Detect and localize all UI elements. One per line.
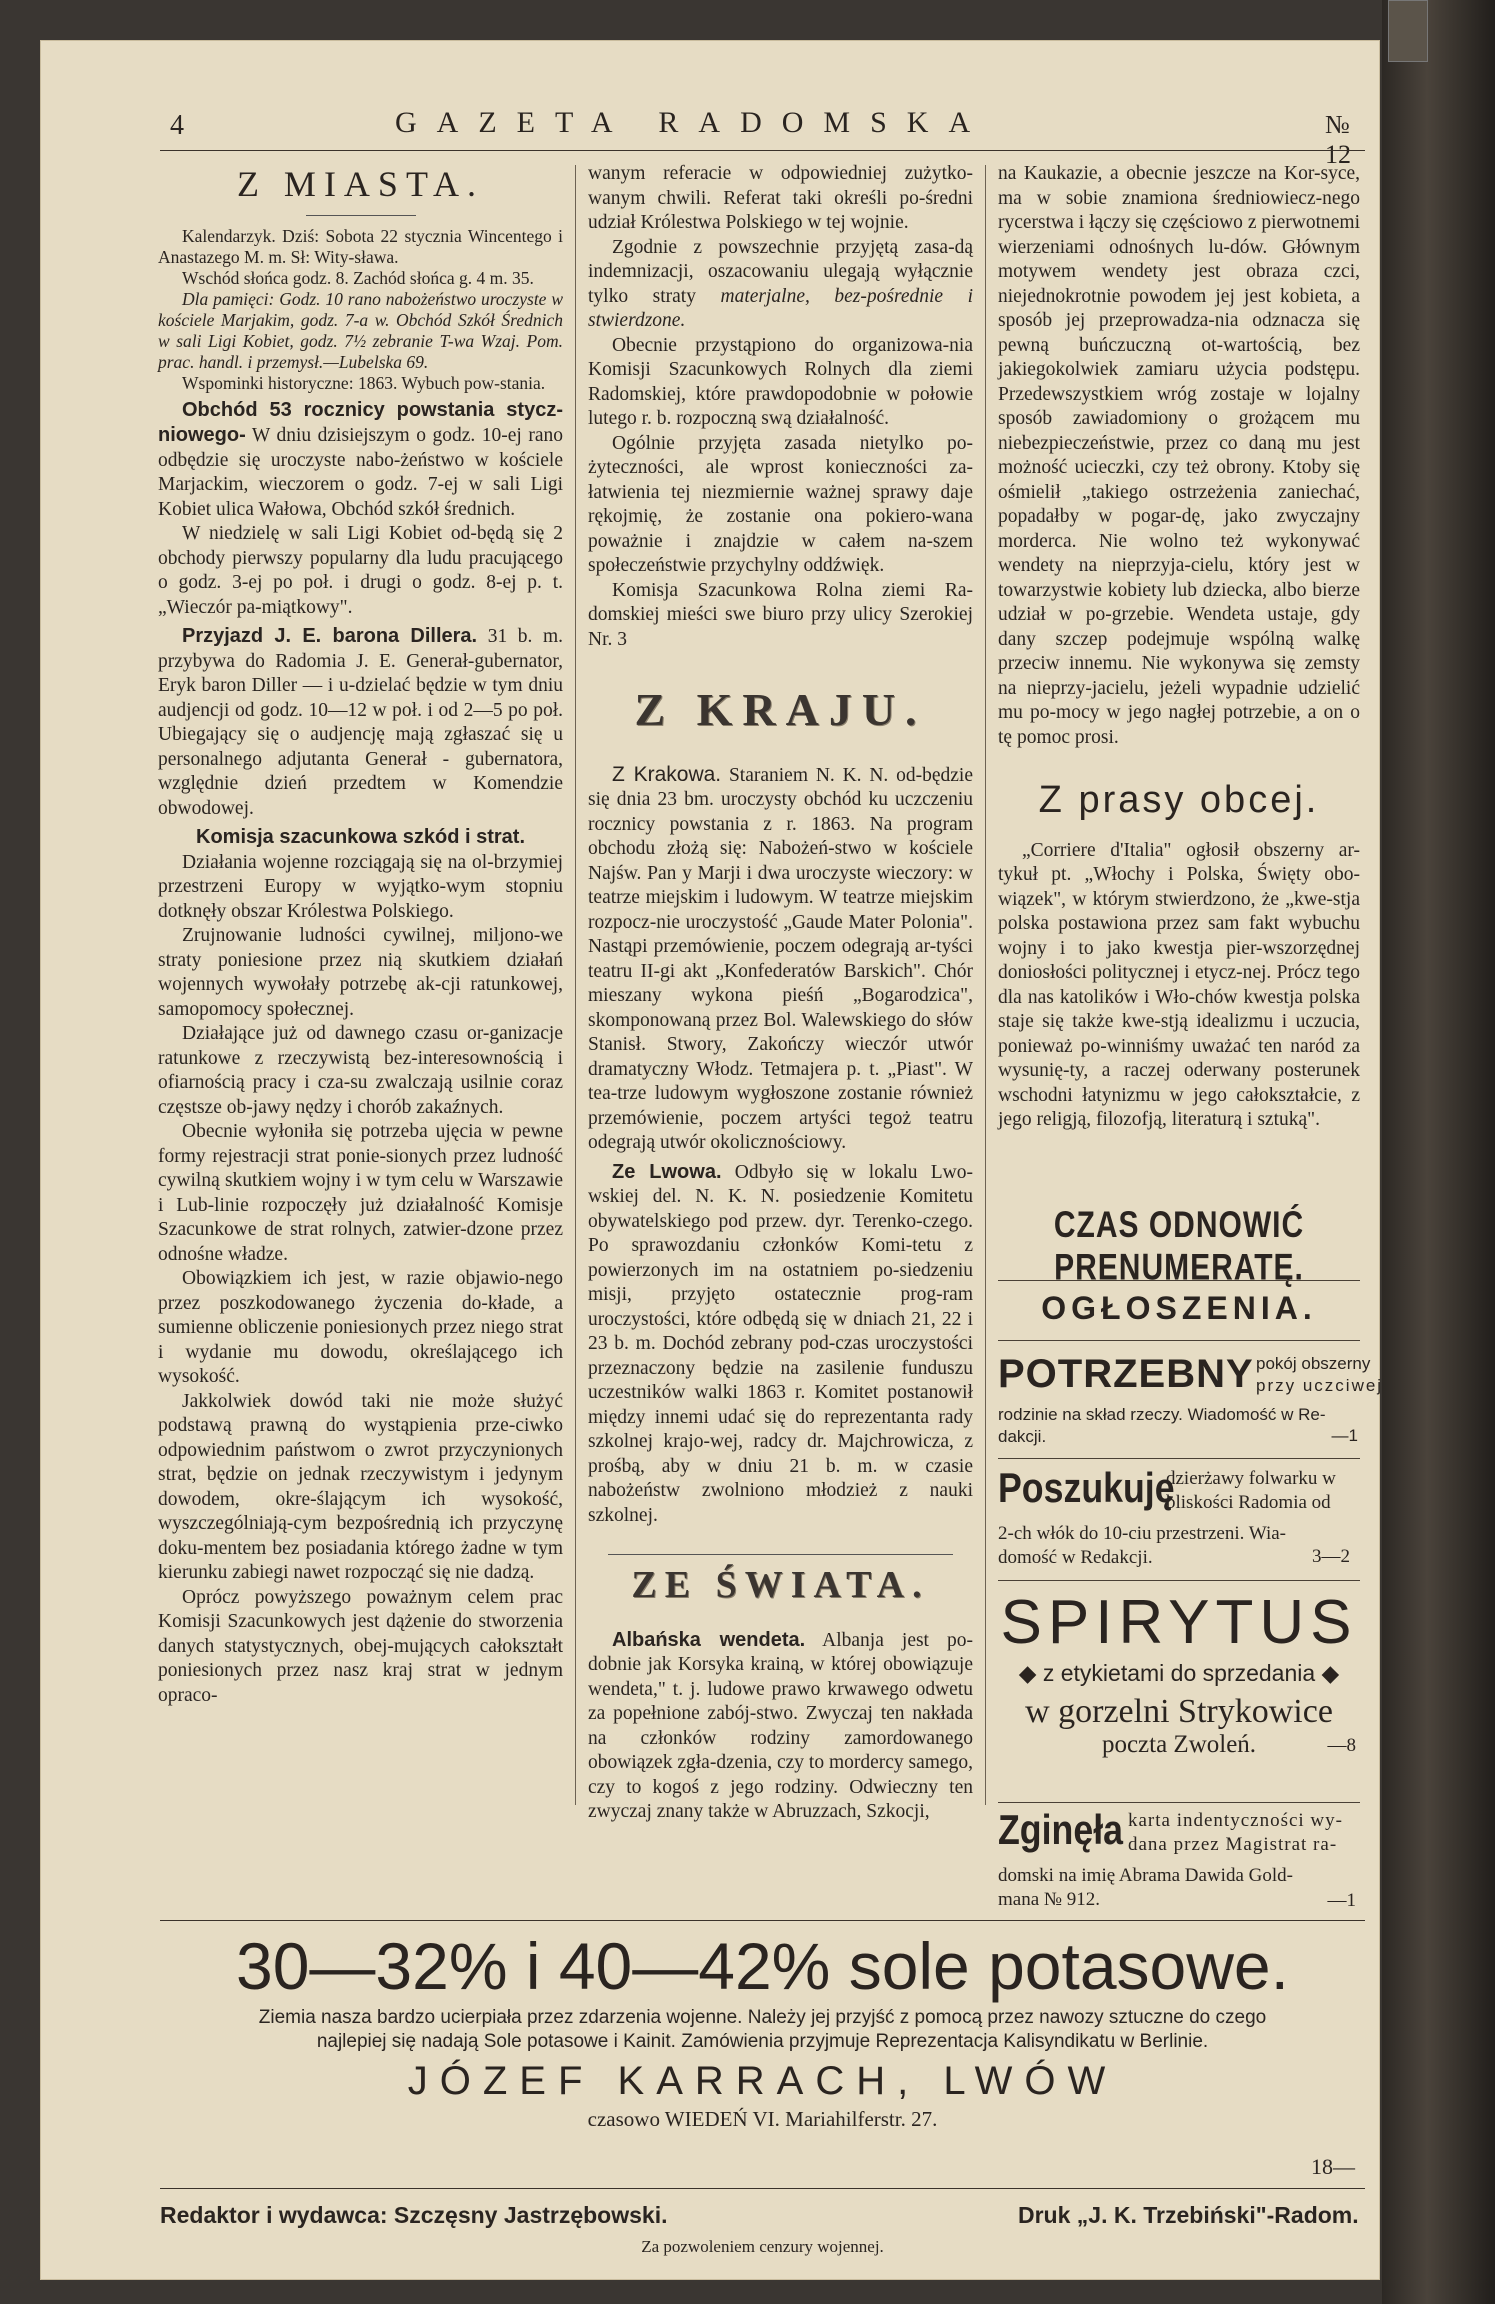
article-text: na Kaukazie, a obecnie jeszcze na Kor-syce, ma w sobie znamiona średniowiecz-nego rycerstwa i łączy się częściowo z pierwotnemi wierzeniami odnośnych lu-dów. Głównym motywem wendety jest obraza czci, niejednokrotnie powodem jej jest kobieta, a sposób jej przeprowadza-nia odznacza się pewną buńczuczną ot-wartością, bez jakiegokolwiek zamiaru użycia podstępu. Przedewszystkiem wróg zostaje w lojalny sposób zawiadomiony o grożącem mu niebezpieczeństwie, przez co daną mu jest możność ucieczki, czy też obrony. Ktoby się ośmielił „takiego ostrzeżenia zaniechać, popadałby w pogar-dę, jako zwyczajny morderca. Nie wolno też wykonywać wendety na nieprzyja-cielu, który jest w towarzystwie kobiety lub dziecka, albo bierze udział w po-grzebie. Wendeta ustaje, gdy dany szczep podejmuje wspólną walkę przeciw innemu. Nie wykonywa się zemsty na nieprzy-jacielu, jeżeli wypadnie udzielić mu po-mocy w jego nagłej potrzebie, a on o tę pomoc prosi. — [998, 163, 1360, 748]
article-heading: Ze Lwowa. — [612, 1160, 722, 1183]
article-text: Staraniem N. K. N. od-będzie się dnia 23 bm. uroczysty obchód ku uczczeniu rocznicy powstania z r. 1863. Na program obchodu złożą się: Nabożeń-stwo w kościele Najśw. Pan y Marji i dwa uroczyste wieczory: w teatrze miejskim i ludowym. W teatrze miejskim rozpocz-nie uroczystość „Gaude Mater Polonia". Nastąpi przemówienie, poczem odegrają ar-tyści teatru II-gi akt „Konfederatów Barskich". Chór mieszany wykona pieśń „Bogarodzica", skomponowaną przez Bol. Walewskiego do słów Stanisł. Stwory, Zakończy wieczór utwór dramatyczny Włodz. Tetmajera p. t. „Piast". W tea-trze ludowym wygłoszone zostanie również przemówienie, poczem artyści tegoż teatru odegrają utwór okolicznościowy. — [588, 764, 973, 1153]
calendar-line: Dla pamięci: Godz. 10 rano nabożeństwo uroczyste w kościele Marjakim, godz. 7-a w. Obchód Szkół Średnich w sali Ligi Kobiet, godz. 7½ zebranie T-wa Wzaj. Pom. prac. handl. i przemysł.—Lubelska 69. — [158, 288, 563, 372]
bottom-ad-rule — [160, 1920, 1365, 1921]
ad-line: najlepiej się nadają Sole potasowe i Kainit. Zamówienia przyjmuje Reprezentacja Kalisyndikatu w Berlinie. — [316, 2031, 1209, 2052]
ad-potrzebny — [998, 1352, 1384, 1448]
section-title-z-kraju: Z KRAJU. — [634, 684, 927, 735]
article-text-emphasis: materjalne, bez-pośrednie i stwierdzone. — [588, 285, 973, 331]
title-rule — [306, 215, 416, 216]
ad-separator — [998, 1458, 1360, 1459]
article-text: Albanja jest po-dobnie jak Korsyka krainą, w której obowiązuje wendeta," t. j. ludowe prawo krwawego odwetu za popełnione zabój-stwo. Zwyczaj ten nakłada na członków rodziny zamordowanego obowiązek zgła-dzenia, czy to mordercy samego, czy to kogoś z jego rodziny. Odwieczny ten zwyczaj znany także w Abruzzach, Szkocji, — [588, 1629, 973, 1822]
ad-number: —1 — [1331, 1426, 1358, 1445]
ad-side-text: przy uczciwej — [1256, 1376, 1384, 1395]
article-heading: Przyjazd J. E. barona Dillera. — [182, 625, 478, 647]
ad-side-text: dzierżawy folwarku w — [1166, 1468, 1336, 1489]
renewal-banner: CZAS ODNOWIĆ PRENUMERATĘ. — [1053, 1204, 1305, 1289]
article-text: Komisja Szacunkowa Rolna ziemi Ra-domskiej mieści swe biuro przy ulicy Szerokiej Nr. 3 — [588, 579, 973, 650]
ad-headline: 30—32% i 40—42% sole potasowe. — [236, 1929, 1289, 2003]
footer-editor: Redaktor i wydawca: Szczęsny Jastrzębowski. — [160, 2202, 668, 2228]
article-text: W dniu dzisiejszym o godz. 10-ej rano odbędzie się uroczyste nabo-żeństwo w kościele Marjackim, wieczorem o godz. 7-ej w sali Ligi Kobiet ulica Wałowa, Obchód szkół średnich. — [158, 425, 563, 520]
ad-address: czasowo WIEDEŃ VI. Mariahilferstr. 27. — [587, 2107, 938, 2131]
ad-number: —8 — [1327, 1735, 1356, 1756]
article-text: W niedzielę w sali Ligi Kobiet od-będą się 2 obchody pierwszy popularny dla ludu pracującego o godz. 3-ej po poł. i drugi o godz. 8-ej p. t. „Wieczór pa-miątkowy". — [158, 523, 563, 618]
ad-heading: SPIRYTUS — [1000, 1588, 1358, 1657]
ad-separator — [998, 1280, 1360, 1281]
article-text: Jakkolwiek dowód taki nie może służyć podstawą prawną do wystąpienia prze-ciwko odpowiednim państwom o zwrot przyczynionych strat, będzie on jednak rzeczywistym i jedynym dowodem, okre-ślającym ich wysokość, wyszczególniają-cym bezpośrednią ich przyczynę doku-mentem bez posiadania którego żadne w tym kierunku zabiegi nawet rozpocząć się nie dadzą. — [158, 1390, 563, 1583]
ad-heading: Poszukuję — [998, 1464, 1175, 1511]
calendar-line: Kalendarzyk. Dziś: Sobota 22 stycznia Wincentego i Anastazego M. m. Sł: Wity-sława. — [158, 225, 563, 267]
ad-side-text: dana przez Magistrat ra- — [1128, 1834, 1338, 1855]
bottom-advertisement — [160, 1929, 1365, 2179]
article-heading: Obchód 53 rocznicy powstania stycz-niowego- — [158, 398, 563, 446]
ad-number: 18— — [1311, 2154, 1355, 2179]
ad-text: rodzinie na skład rzeczy. Wiadomość w Re-dakcji. — [998, 1405, 1326, 1446]
page-tab — [1388, 0, 1428, 62]
ad-text: domski na imię Abrama Dawida Gold-mana № 912. — [998, 1865, 1293, 1910]
article-text: Zrujnowanie ludności cywilnej, miljono-we straty poniesione przez nią skutkiem działań wojennych wywołały potrzebę ak-cji ratunkowej, samopomocy społecznej. — [158, 925, 563, 1020]
ad-line: poczta Zwoleń. — [1101, 1731, 1257, 1758]
ad-side-text: karta indentyczności wy- — [1128, 1810, 1343, 1831]
column-divider-1 — [575, 165, 576, 1805]
diamond-icon: ◆ — [1321, 1660, 1340, 1686]
article-heading: Albańska wendeta. — [612, 1628, 806, 1651]
section-title-z-prasy-obcej: Z prasy obcej. — [1038, 779, 1320, 821]
ad-poszukuje — [998, 1464, 1360, 1570]
section-title-z-miasta: Z MIASTA. — [236, 164, 485, 204]
footer-printer: Druk „J. K. Trzebiński"-Radom. — [1018, 2202, 1359, 2228]
ad-side-text: pokój obszerny — [1256, 1354, 1371, 1373]
ad-separator — [998, 1802, 1360, 1803]
footer-rule — [160, 2188, 1365, 2189]
article-text: Obowiązkiem ich jest, w razie objawio-nego przez poszkodowanego życzenia do-kłade, a sumienne obliczenie poniesionych przez niego strat i wydanie mu dowodu, określającego ich wysokość. — [158, 1268, 563, 1387]
diamond-icon: ◆ — [1018, 1660, 1037, 1686]
ad-line: Ziemia nasza bardzo ucierpiała przez zdarzenia wojenne. Należy jej przyjść z pomocą przez nawozy sztuczne do czego — [258, 2007, 1267, 2028]
newspaper-page — [40, 40, 1384, 2280]
article-text: Obecnie wyłoniła się potrzeba ujęcia w pewne formy rejestracji strat ponie-sionych przez ludność cywilną skutkiem wojny i w tym celu w Warszawie i Lub-linie rozpoczęły już działalność Komisje Szacunkowe de strat rolnych, zatwier-dzone przez odnośne władze. — [158, 1121, 563, 1265]
article-text: „Corriere d'Italia" ogłosił obszerny ar-tykuł pt. „Włochy i Polska, Święty obo-wiązek", w którym stwierdzono, że „kwe-stja polska postawiona przez sam fakt wybuchu wojny i to jako kwestja pier-wszorzędnej doniosłości politycznej i etycz-nej. Prócz tego dla nas katolików i Wło-chów kwestja polska staje się także kwe-stją idealizmu i uczucia, ponieważ po-winniśmy uważać ten naród za wysunię-ty, a raczej oderwany posterunek wschodni łatynizmu w jego całokształcie, z jego religją, filozofją, literaturą i sztuką". — [998, 839, 1360, 1130]
article-heading: Komisja szacunkowa szkód i strat. — [196, 826, 525, 848]
ad-heading: Zginęła — [998, 1806, 1123, 1853]
binding-spine — [1382, 0, 1495, 2304]
calendar-line: Wschód słońca godz. 8. Zachód słońca g. 4 m. 35. — [182, 267, 534, 288]
ad-zginela — [998, 1806, 1360, 1912]
ad-number: —1 — [1327, 1890, 1356, 1911]
calendar-line: Wspominki historyczne: 1863. Wybuch pow-stania. — [182, 372, 546, 393]
column-3 — [998, 162, 1360, 1133]
ads-heading: OGŁOSZENIA. — [1041, 1290, 1317, 1326]
ad-separator — [998, 1580, 1360, 1581]
article-text: Odbyło się w lokalu Lwo-wskiej del. N. K. N. posiedzenie Komitetu obywatelskiego pod przew. dyr. Terenko-czego. Po sprawozdaniu członków Komi-tetu z powierzonych im na ostatniem po-siedzeniu misji, przyjęto ostatecznie prog-ram uroczystości, które odbędą się w dniach 21, 22 i 23 b. m. Dochód zebrany pod-czas uroczystości przeznaczony będzie na zasilenie funduszu uczestników walki 1863 r. Komitet postanowił między innemi udać się do reprezentanta rady szkolnej krajo-wej, radcy dr. Majchrowicza, z prośbą, aby w dniu 21 b. m. w czasie nabożeństw zwolniono młodzież z nauki szkolnej. — [588, 1161, 974, 1526]
footer-censor-note: Za pozwoleniem cenzury wojennej. — [641, 2237, 884, 2256]
ad-spirytus — [998, 1588, 1360, 1765]
column-1 — [158, 160, 563, 1708]
ad-side-text: bliskości Radomia od — [1166, 1492, 1331, 1513]
ad-separator — [998, 1340, 1360, 1341]
column-2 — [588, 162, 973, 1825]
column-divider-2 — [985, 165, 986, 1805]
ad-text: 2-ch włók do 10-ciu przestrzeni. Wia-domość w Redakcji. — [998, 1523, 1287, 1568]
page-number: 4 — [170, 110, 184, 141]
header-rule — [160, 150, 1365, 151]
article-heading: Z Krakowa. — [612, 762, 722, 786]
ad-heading: POTRZEBNY — [998, 1352, 1254, 1396]
article-text: wanym referacie w odpowiedniej zużytko-wanym chwili. Referat taki określi po-średni udział Królestwa Polskiego w tej wojnie. — [588, 163, 973, 233]
ad-line: w gorzelni Strykowice — [1025, 1693, 1333, 1730]
article-text: 31 b. m. przybywa do Radomia J. E. Generał-gubernator, Eryk baron Diller — i u-dzielać będzie w tym dniu audjencji od godz. 10—12 w poł. i od 2—5 po poł. Ubiegający się o audjencję mają zgłaszać się u personalnego adjutanta Generał - gubernatora, względnie dzień przedtem w Komendzie obwodowej. — [158, 626, 564, 819]
section-rule — [608, 1554, 953, 1555]
issue-number: № 12 — [1325, 110, 1351, 169]
ad-advertiser-name: JÓZEF KARRACH, LWÓW — [407, 2059, 1118, 2103]
masthead-title: GAZETA RADOMSKA — [395, 106, 991, 139]
article-text: Działania wojenne rozciągają się na ol-brzymiej przestrzeni Europy w wyjątko-wym stopniu dotknęły obszar Królestwa Polskiego. — [158, 851, 563, 922]
ad-number: 3—2 — [1312, 1546, 1350, 1567]
section-title-ze-swiata: ZE ŚWIATA. — [631, 1564, 930, 1606]
article-text: Oprócz powyższego poważnym celem prac Komisji Szacunkowych jest dążenie do stworzenia danych statystycznych, obej-mujących całokształt poniesionych przez nasz kraj strat w jednym opraco- — [158, 1586, 563, 1706]
article-text: Działające już od dawnego czasu or-ganizacje ratunkowe z rzeczywistą bez-interesownością i ofiarnością pracy i cza-su zwalczają usilnie coraz częstsze ob-jawy nędzy i chorób zakaźnych. — [158, 1023, 563, 1118]
article-text: Zgodnie z powszechnie przyjętą zasa-dą indemnizacji, oszacowaniu ulegają wyłącznie tylko straty — [588, 236, 973, 307]
ad-line: z etykietami do sprzedania — [1042, 1660, 1316, 1686]
article-text: Obecnie przystąpiono do organizowa-nia Komisji Szacunkowych Rolnych dla ziemi Radomskiej, które prawdopodobnie w połowie lutego r. b. rozpoczną swą działalność. — [588, 334, 973, 429]
article-text: Ogólnie przyjęta zasada nietylko po-żyteczności, ale wprost konieczności za-łatwienia tej niezmiernie ważnej sprawy daje rękojmię, że zostanie ona pokiero-wana poważnie i znajdzie w całem na-szem społeczeństwie przychylny oddźwięk. — [588, 432, 973, 576]
